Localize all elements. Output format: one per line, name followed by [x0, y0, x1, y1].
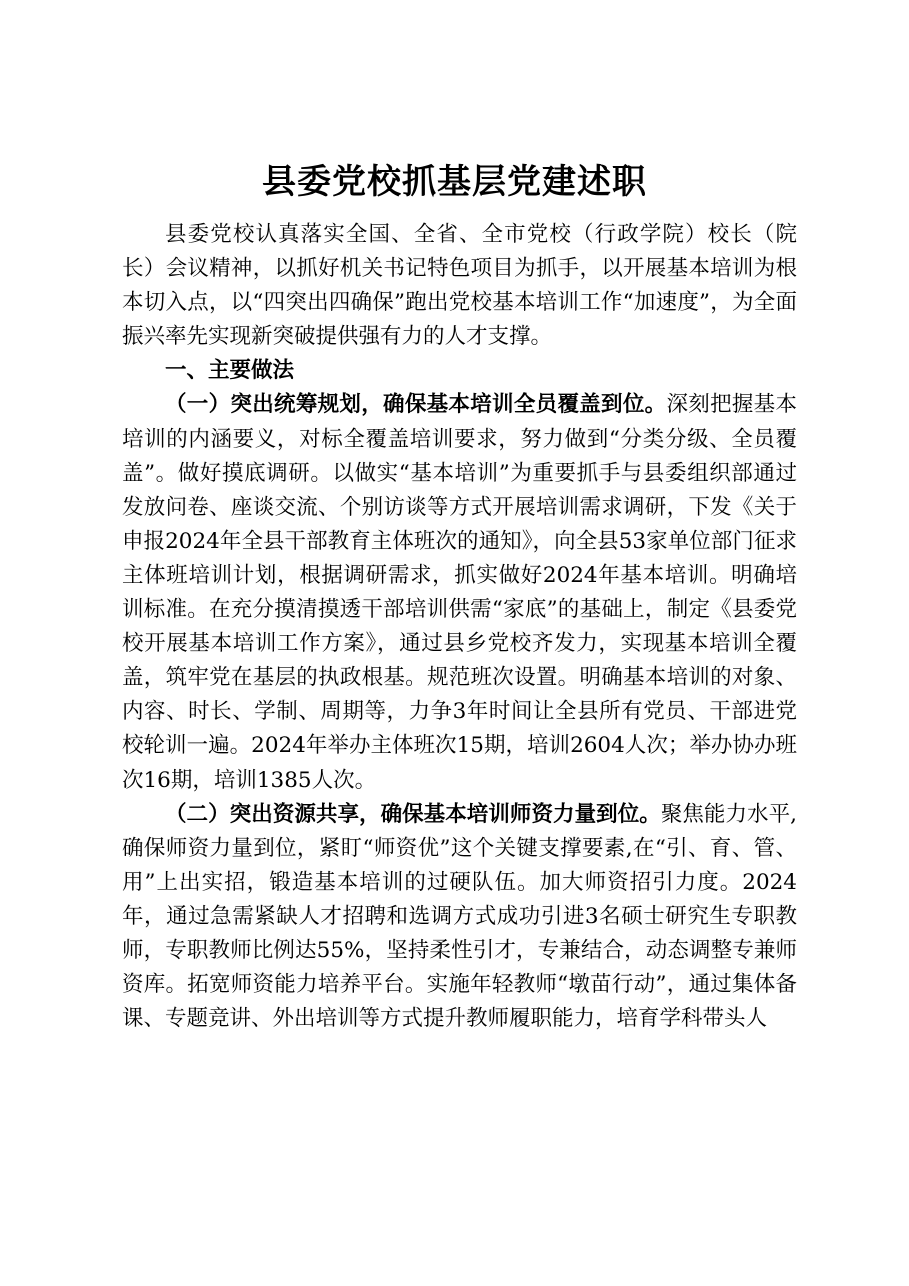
paragraph-item-1 — [122, 388, 797, 797]
item-2-heading: （二）突出资源共享，确保基本培训师资力量到位。 — [165, 801, 661, 827]
intro-paragraph: 县委党校认真落实全国、全省、全市党校（行政学院）校长（院长）会议精神，以抓好机关书记特色项目为抓手，以开展基本培训为根本切入点，以“四突出四确保”跑出党校基本培训工作“加速度”，为全面振兴率先实现新突破提供强有力的人才支撑。 — [122, 222, 797, 350]
paragraph-item-2 — [122, 798, 797, 1037]
item-1-body: 深刻把握基本培训的内涵要义，对标全覆盖培训要求，努力做到“分类分级、全员覆盖”。做好摸底调研。以做实“基本培训”为重要抓手与县委组织部通过发放问卷、座谈交流、个别访谈等方式开展培训需求调研，下发《关于申报2024年全县干部教育主体班次的通知》，向全县53家单位部门征求主体班培训计划，根据调研需求，抓实做好2024年基本培训。明确培训标准。在充分摸清摸透干部培训供需“家底”的基础上，制定《县委党校开展基本培训工作方案》，通过县乡党校齐发力，实现基本培训全覆盖，筑牢党在基层的执政根基。规范班次设置。明确基本培训的对象、内容、时长、学制、周期等，力争3年时间让全县所有党员、干部进党校轮训一遍。2024年举办主体班次15期，培训2604人次；举办协办班次16期，培训1385人次。 — [122, 392, 797, 793]
item-2-body: 聚焦能力水平,确保师资力量到位，紧盯“师资优”这个关键支撑要素,在“引、育、管、用”上出实招，锻造基本培训的过硬队伍。加大师资招引力度。2024年，通过急需紧缺人才招聘和选调方式成功引进3名硕士研究生专职教师，专职教师比例达55%，坚持柔性引才，专兼结合，动态调整专兼师资库。拓宽师资能力培养平台。实施年轻教师“墩苗行动”，通过集体备课、专题竞讲、外出培训等方式提升教师履职能力，培育学科带头人 — [122, 801, 797, 1032]
document-body — [122, 218, 797, 1036]
section-heading: 一、主要做法 — [165, 358, 295, 384]
document-title: 县委党校抓基层党建述职 — [262, 162, 647, 202]
item-1-heading: （一）突出统筹规划，确保基本培训全员覆盖到位。 — [165, 392, 667, 418]
